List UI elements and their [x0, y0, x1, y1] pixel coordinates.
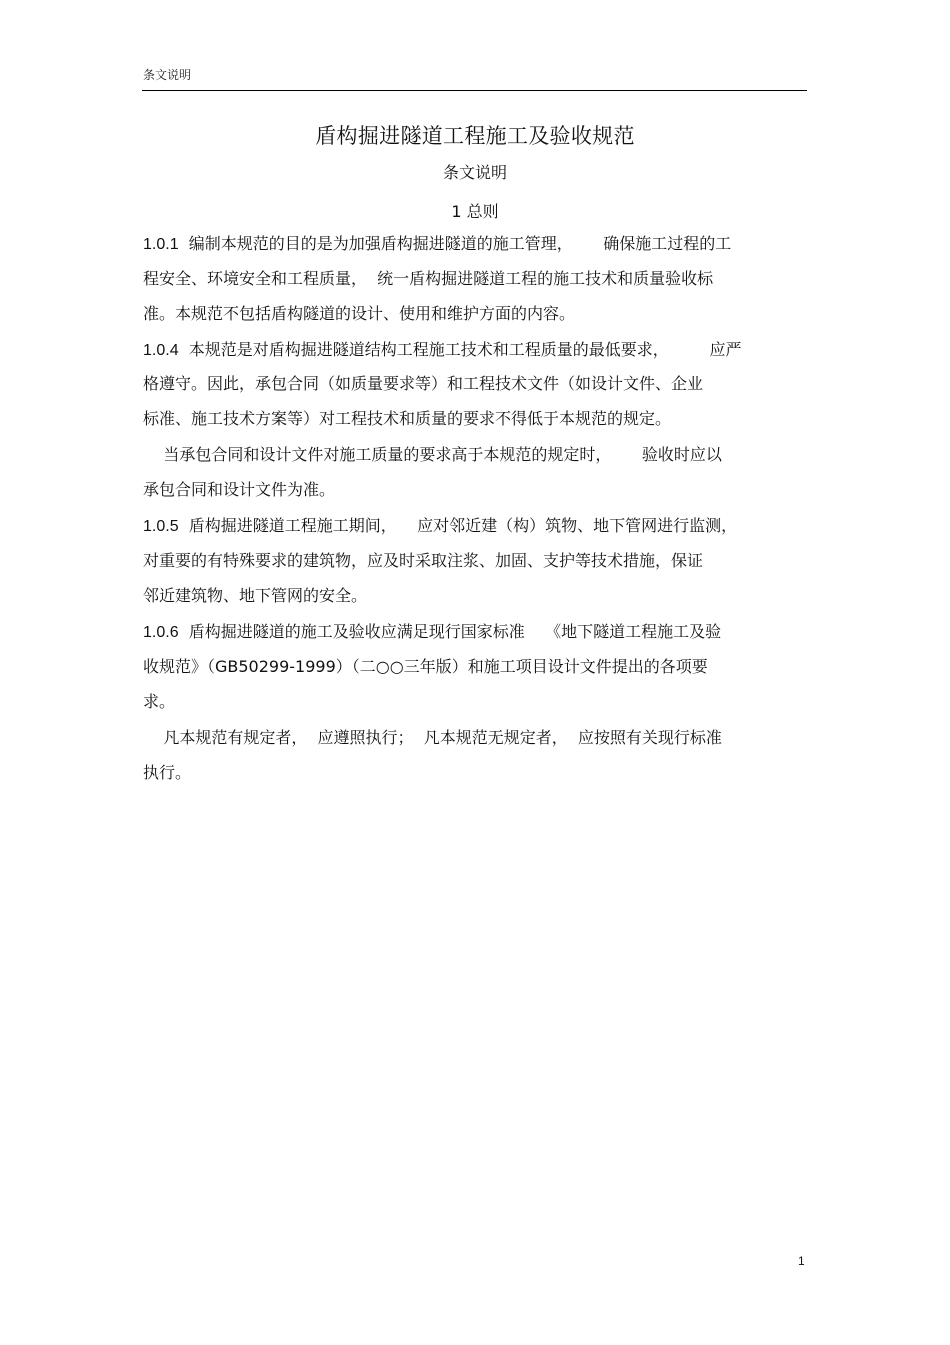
text-line — [143, 478, 335, 502]
text-line — [143, 620, 721, 644]
line-text: 收规范》（GB50299-1999）（二○○三年版）和施工项目设计文件提出的各项要 — [143, 657, 708, 676]
clause-number: 1.0.1 — [143, 236, 179, 253]
line-text: 编制本规范的目的是为加强盾构掘进隧道的施工管理， 确保施工过程的工 — [178, 234, 732, 253]
text-line — [143, 584, 367, 608]
line-text: 盾构掘进隧道的施工及验收应满足现行国家标准 《地下隧道工程施工及验 — [178, 622, 722, 641]
text-line — [143, 407, 671, 431]
header-divider — [142, 90, 807, 91]
text-line — [143, 761, 191, 785]
text-line — [143, 338, 741, 362]
text-line — [143, 726, 722, 750]
text-line — [143, 302, 575, 326]
line-text: 准。本规范不包括盾构隧道的设计、使用和维护方面的内容。 — [143, 304, 576, 323]
text-line — [143, 443, 722, 467]
clause-number: 1.0.6 — [143, 624, 179, 641]
line-text: 凡本规范有规定者， 应遵照执行； 凡本规范无规定者， 应按照有关现行标准 — [143, 728, 722, 747]
line-text: 盾构掘进隧道工程施工期间， 应对邻近建（构）筑物、地下管网进行监测， — [178, 516, 738, 535]
line-text: 格遵守。因此，承包合同（如质量要求等）和工程技术文件（如设计文件、企业 — [143, 374, 704, 393]
line-text: 承包合同和设计文件为准。 — [143, 480, 336, 499]
line-text: 邻近建筑物、地下管网的安全。 — [143, 586, 368, 605]
line-text: 当承包合同和设计文件对施工质量的要求高于本规范的规定时， 验收时应以 — [143, 445, 722, 464]
line-text: 求。 — [143, 692, 176, 711]
page-number: 1 — [798, 1254, 805, 1268]
running-header: 条文说明 — [143, 68, 192, 82]
clause-number: 1.0.5 — [143, 518, 179, 535]
text-line — [143, 232, 731, 256]
text-line — [143, 690, 175, 714]
section-heading: 1 总则 — [451, 202, 499, 221]
document-title: 盾构掘进隧道工程施工及验收规范 — [315, 124, 635, 148]
line-text: 本规范是对盾构掘进隧道结构工程施工技术和工程质量的最低要求， 应严 — [178, 340, 742, 359]
clause-number: 1.0.4 — [143, 342, 179, 359]
line-text: 执行。 — [143, 763, 192, 782]
line-text: 对重要的有特殊要求的建筑物，应及时采取注浆、加固、支护等技术措施，保证 — [143, 551, 704, 570]
line-text: 程安全、环境安全和工程质量， 统一盾构掘进隧道工程的施工技术和质量验收标 — [143, 269, 714, 288]
text-line — [143, 372, 703, 396]
text-line — [143, 549, 703, 573]
text-line — [143, 655, 708, 679]
document-subtitle: 条文说明 — [442, 163, 507, 182]
text-line — [143, 267, 713, 291]
text-line — [143, 514, 737, 538]
line-text: 标准、施工技术方案等）对工程技术和质量的要求不得低于本规范的规定。 — [143, 409, 672, 428]
